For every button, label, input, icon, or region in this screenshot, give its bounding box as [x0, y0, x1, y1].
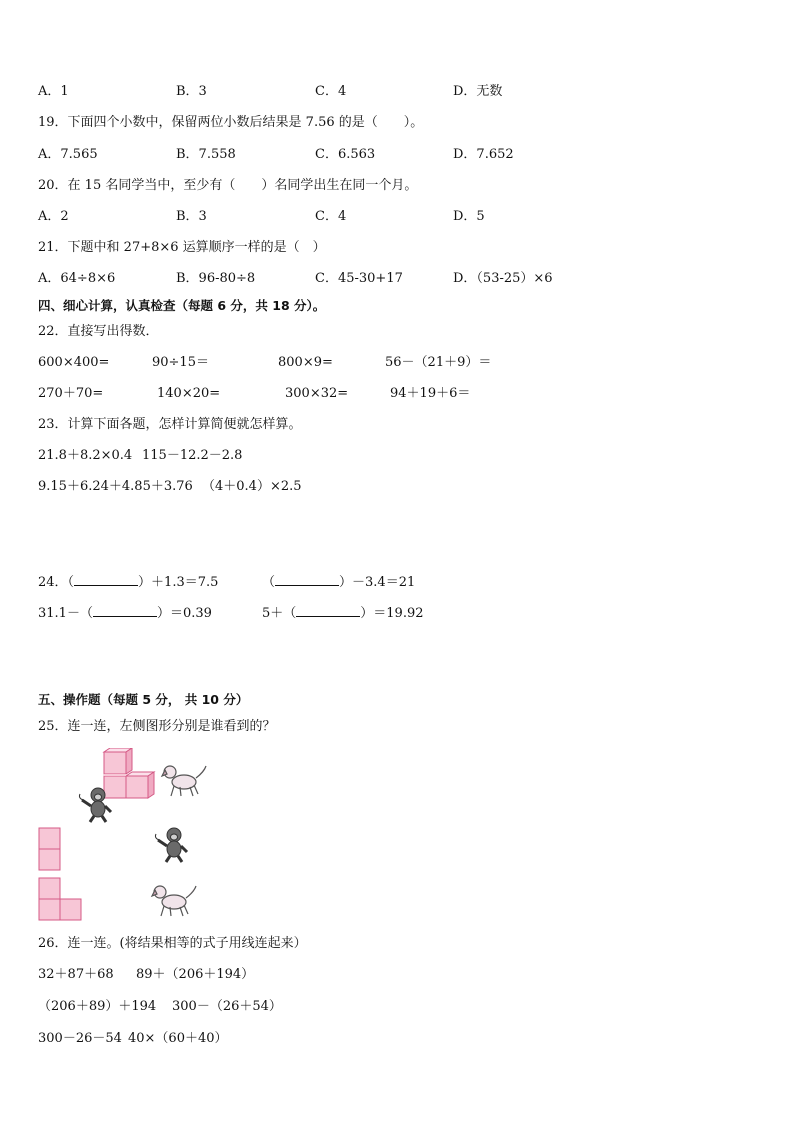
section-5-title: 五、操作题（每题 5 分， 共 10 分） — [38, 692, 249, 707]
q24-eq-4 — [262, 604, 424, 622]
dog-icon — [150, 880, 198, 920]
q24-eq-1-post: ）＋1.3＝7.5 — [138, 575, 219, 590]
q22-item: 94＋19＋6＝ — [390, 386, 471, 401]
q21-option-c[interactable]: C．45-30+17 — [315, 271, 403, 286]
q26-left-expr[interactable]: 300－26－54 — [38, 1031, 122, 1046]
q20-stem: 20．在 15 名同学当中，至少有（ ）名同学出生在同一个月。 — [38, 178, 418, 193]
q19-stem: 19．下面四个小数中，保留两位小数后结果是 7.56 的是（ ）。 — [38, 115, 424, 130]
side-view-figure — [38, 877, 84, 921]
q26-right-expr[interactable]: 40×（60＋40） — [128, 1031, 228, 1046]
q21-stem: 21．下题中和 27+8×6 运算顺序一样的是（ ） — [38, 240, 326, 255]
q18-option-c[interactable]: C．4 — [315, 84, 347, 99]
q24-eq-2-post: ）－3.4＝21 — [339, 575, 416, 590]
q20-option-a[interactable]: A．2 — [38, 209, 69, 224]
q24-eq-2 — [262, 573, 415, 591]
monkey-icon — [152, 826, 192, 864]
q26-right-expr[interactable]: 300－（26＋54） — [172, 999, 282, 1014]
q19-option-d[interactable]: D．7.652 — [453, 147, 514, 162]
q21-option-d[interactable]: D．（53-25）×6 — [453, 271, 553, 286]
q23-item: （4＋0.4）×2.5 — [202, 479, 302, 494]
q20-option-d[interactable]: D．5 — [453, 209, 485, 224]
q22-stem: 22．直接写出得数． — [38, 324, 159, 339]
q22-item: 800×9= — [278, 355, 333, 370]
answer-blank[interactable] — [296, 604, 360, 617]
answer-blank[interactable] — [74, 573, 138, 586]
q25-stem: 25．连一连，左侧图形分别是谁看到的？ — [38, 719, 276, 734]
q18-option-d[interactable]: D．无数 — [453, 84, 503, 99]
q21-option-a[interactable]: A．64÷8×6 — [38, 271, 116, 286]
q24-eq-4-post: ）＝19.92 — [360, 606, 424, 621]
q19-option-b[interactable]: B．7.558 — [176, 147, 236, 162]
q22-item: 140×20= — [157, 386, 221, 401]
answer-blank[interactable] — [93, 604, 157, 617]
q26-left-expr[interactable]: （206＋89）＋194 — [38, 999, 157, 1014]
q23-stem: 23．计算下面各题，怎样计算简便就怎样算。 — [38, 417, 302, 432]
front-view-figure — [38, 827, 62, 871]
q24-eq-3-post: ）＝0.39 — [156, 606, 212, 621]
answer-blank[interactable] — [275, 573, 339, 586]
q22-item: 270＋70= — [38, 386, 104, 401]
section-4-title: 四、细心计算，认真检查（每题 6 分，共 18 分）。 — [38, 298, 326, 313]
q23-item: 115－12.2－2.8 — [142, 448, 243, 463]
q26-right-expr[interactable]: 89＋（206＋194） — [136, 967, 255, 982]
q24-eq-3-pre: 31.1－（ — [38, 606, 93, 621]
q26-stem: 26．连一连。(将结果相等的式子用线连起来） — [38, 936, 307, 951]
dog-icon — [160, 760, 208, 800]
q24-eq-1 — [38, 573, 218, 591]
q23-item: 9.15＋6.24＋4.85＋3.76 — [38, 479, 193, 494]
q24-eq-3 — [38, 604, 212, 622]
q22-item: 56－（21＋9）＝ — [385, 355, 492, 370]
q18-option-a[interactable]: A．1 — [38, 84, 69, 99]
monkey-icon — [76, 786, 116, 824]
q26-left-expr[interactable]: 32＋87＋68 — [38, 967, 114, 982]
q24-eq-2-pre: （ — [262, 575, 276, 590]
q24-eq-4-pre: 5＋（ — [262, 606, 297, 621]
q20-option-c[interactable]: C．4 — [315, 209, 347, 224]
q23-item: 21.8＋8.2×0.4 — [38, 448, 133, 463]
q22-item: 90÷15＝ — [152, 355, 209, 370]
q22-item: 300×32= — [285, 386, 349, 401]
q21-option-b[interactable]: B．96-80÷8 — [176, 271, 256, 286]
q18-option-b[interactable]: B．3 — [176, 84, 207, 99]
q20-option-b[interactable]: B．3 — [176, 209, 207, 224]
q19-option-c[interactable]: C．6.563 — [315, 147, 376, 162]
q22-item: 600×400= — [38, 355, 110, 370]
q24-eq-1-pre: 24．（ — [38, 575, 75, 590]
q19-option-a[interactable]: A．7.565 — [38, 147, 98, 162]
